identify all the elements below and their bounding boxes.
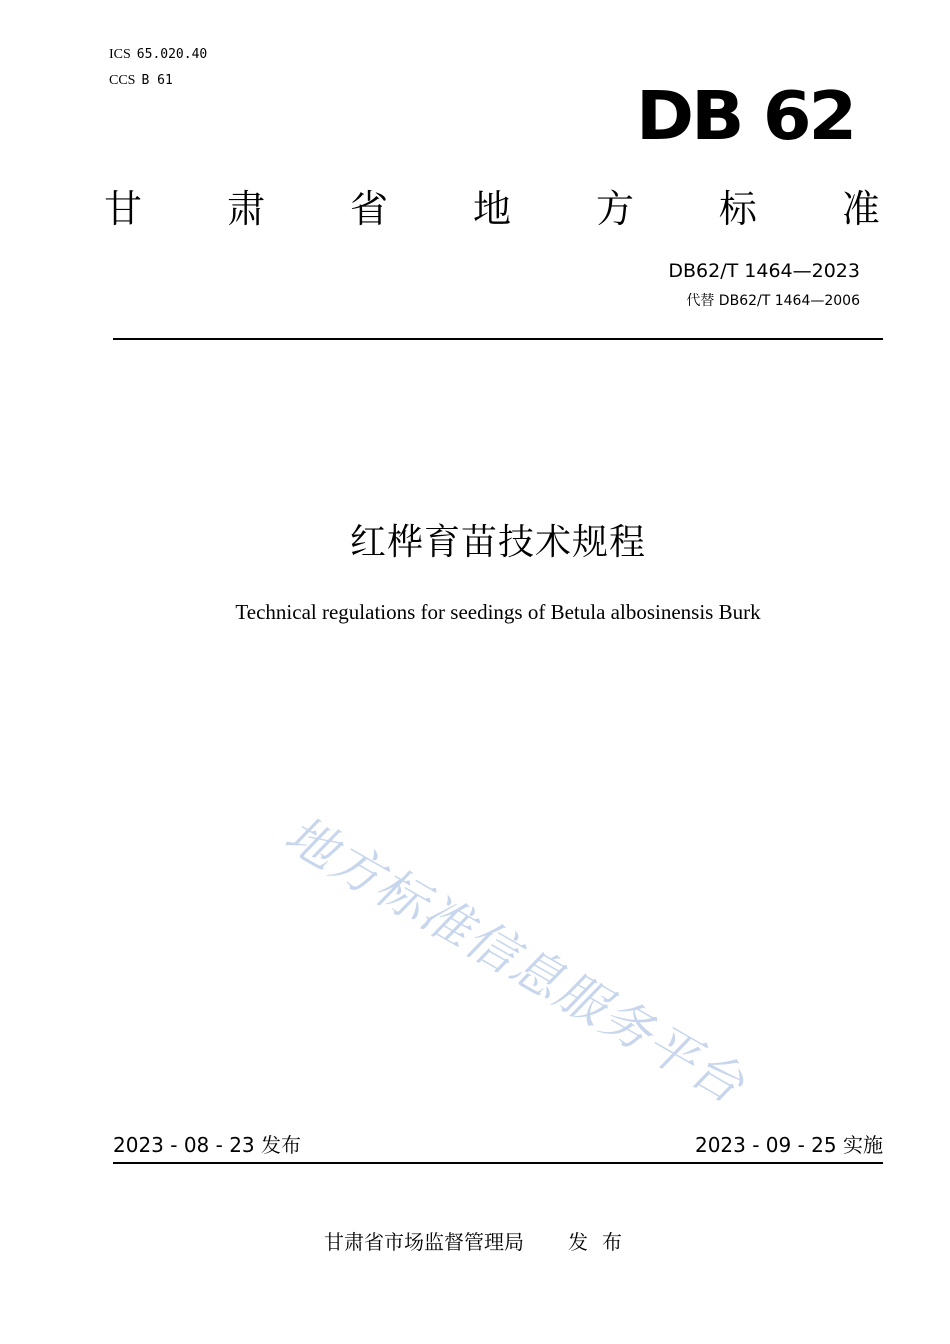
bottom-divider — [113, 1162, 883, 1164]
publisher-name: 甘肃省市场监督管理局 — [324, 1230, 524, 1254]
publisher-line — [324, 1228, 636, 1256]
watermark: 地方标准信息服务平台 — [275, 804, 755, 1116]
document-title-en: Technical regulations for seedings of Betula albosinensis Burk — [235, 600, 761, 624]
standard-type-char: 方 — [595, 187, 634, 231]
standard-type-char: 省 — [349, 187, 388, 231]
publisher-action: 发布 — [568, 1230, 636, 1254]
ccs-label: CCS — [109, 73, 136, 88]
ics-label: ICS — [109, 47, 131, 62]
document-title-zh: 红桦育苗技术规程 — [349, 522, 646, 563]
ccs-value: B 61 — [141, 73, 173, 88]
replaces-standard: 代替 DB62/T 1464—2006 — [686, 293, 860, 309]
standard-type-char: 准 — [841, 187, 880, 231]
top-divider — [113, 338, 883, 340]
standard-type-heading — [104, 183, 880, 235]
standard-type-char: 地 — [472, 187, 511, 231]
issue-date: 2023 - 08 - 23 发布 — [113, 1133, 302, 1157]
standard-number: DB62/T 1464—2023 — [668, 260, 860, 282]
standard-type-char: 标 — [718, 187, 757, 231]
standard-type-char: 肃 — [226, 187, 265, 231]
ics-value: 65.020.40 — [136, 47, 208, 62]
implementation-date: 2023 - 09 - 25 实施 — [694, 1133, 883, 1157]
ccs-code — [109, 72, 173, 90]
standard-type-char: 甘 — [104, 187, 143, 231]
ics-code — [109, 46, 207, 64]
db-mark: DB 62 — [636, 76, 855, 156]
